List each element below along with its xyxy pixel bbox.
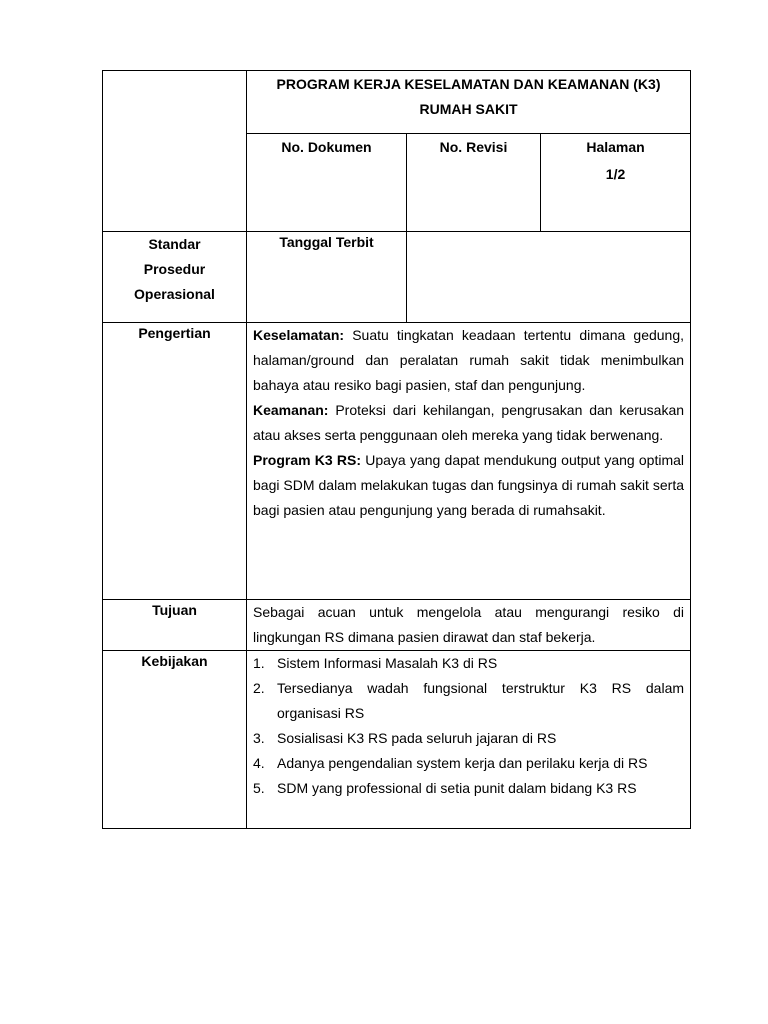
definition-keamanan bbox=[253, 398, 684, 448]
list-text: SDM yang professional di setia punit dalam bidang K3 RS bbox=[277, 780, 637, 796]
pengertian-content bbox=[247, 323, 691, 600]
definition-term: Keselamatan: bbox=[253, 327, 345, 343]
sop-label-line-3: Operasional bbox=[134, 286, 215, 302]
kebijakan-label-cell bbox=[103, 651, 247, 829]
list-item bbox=[253, 676, 684, 726]
kebijakan-list bbox=[253, 651, 684, 801]
document-title-line-2: RUMAH SAKIT bbox=[419, 101, 518, 117]
title-row bbox=[103, 71, 691, 134]
definition-program-k3-rs bbox=[253, 448, 684, 523]
list-item bbox=[253, 726, 684, 751]
tujuan-row bbox=[103, 600, 691, 651]
tujuan-text: Sebagai acuan untuk mengelola atau mengurangi resiko di lingkungan RS dimana pasien dirawat dan staf bekerja. bbox=[253, 604, 685, 645]
list-number: 1. bbox=[253, 655, 265, 671]
sop-label-line-1: Standar bbox=[148, 236, 201, 252]
kebijakan-content bbox=[247, 651, 691, 829]
pengertian-label: Pengertian bbox=[138, 325, 211, 341]
tujuan-content bbox=[247, 600, 691, 651]
tanggal-terbit-label: Tanggal Terbit bbox=[279, 234, 374, 250]
tujuan-label: Tujuan bbox=[152, 602, 197, 618]
halaman-label: Halaman bbox=[586, 139, 645, 155]
sop-label-cell bbox=[103, 232, 247, 323]
tanggal-terbit-value-cell bbox=[407, 232, 691, 323]
no-revisi-label: No. Revisi bbox=[439, 139, 508, 155]
tanggal-terbit-cell bbox=[247, 232, 407, 323]
document-title bbox=[247, 71, 691, 134]
halaman-value: 1/2 bbox=[605, 166, 626, 182]
document-title-line-1: PROGRAM KERJA KESELAMATAN DAN KEAMANAN (K3) bbox=[276, 76, 661, 92]
sop-document-table bbox=[102, 70, 691, 829]
halaman-cell bbox=[541, 134, 691, 232]
list-number: 2. bbox=[253, 680, 265, 696]
kebijakan-label: Kebijakan bbox=[141, 653, 208, 669]
definition-keselamatan bbox=[253, 323, 684, 398]
list-text: Sosialisasi K3 RS pada seluruh jajaran di RS bbox=[277, 730, 557, 746]
definition-text: Upaya yang dapat mendukung output yang optimal bagi SDM dalam melakukan tugas dan fungsinya di rumah sakit serta bagi pasien atau pengunjung yang berada di rumahsakit. bbox=[253, 452, 685, 518]
no-dokumen-label: No. Dokumen bbox=[281, 139, 372, 155]
definition-text: Proteksi dari kehilangan, pengrusakan dan kerusakan atau akses serta penggunaan oleh mereka yang tidak berwenang. bbox=[253, 402, 685, 443]
definition-term: Keamanan: bbox=[253, 402, 329, 418]
no-revisi-cell bbox=[407, 134, 541, 232]
list-item bbox=[253, 776, 684, 801]
definition-term: Program K3 RS: bbox=[253, 452, 362, 468]
definition-text: Suatu tingkatan keadaan tertentu dimana gedung, halaman/ground dan peralatan rumah sakit tidak menimbulkan bahaya atau resiko bagi pasien, staf dan pengunjung. bbox=[253, 327, 685, 393]
list-item bbox=[253, 751, 684, 776]
tujuan-label-cell bbox=[103, 600, 247, 651]
list-number: 3. bbox=[253, 730, 265, 746]
pengertian-row bbox=[103, 323, 691, 600]
list-item bbox=[253, 651, 684, 676]
list-text: Adanya pengendalian system kerja dan perilaku kerja di RS bbox=[277, 755, 648, 771]
list-text: Tersedianya wadah fungsional terstruktur K3 RS dalam organisasi RS bbox=[277, 680, 685, 721]
sop-label-line-2: Prosedur bbox=[143, 261, 206, 277]
list-text: Sistem Informasi Masalah K3 di RS bbox=[277, 655, 498, 671]
logo-cell bbox=[103, 71, 247, 232]
sop-row bbox=[103, 232, 691, 323]
no-dokumen-cell bbox=[247, 134, 407, 232]
pengertian-label-cell bbox=[103, 323, 247, 600]
list-number: 5. bbox=[253, 780, 265, 796]
list-number: 4. bbox=[253, 755, 265, 771]
kebijakan-row bbox=[103, 651, 691, 829]
